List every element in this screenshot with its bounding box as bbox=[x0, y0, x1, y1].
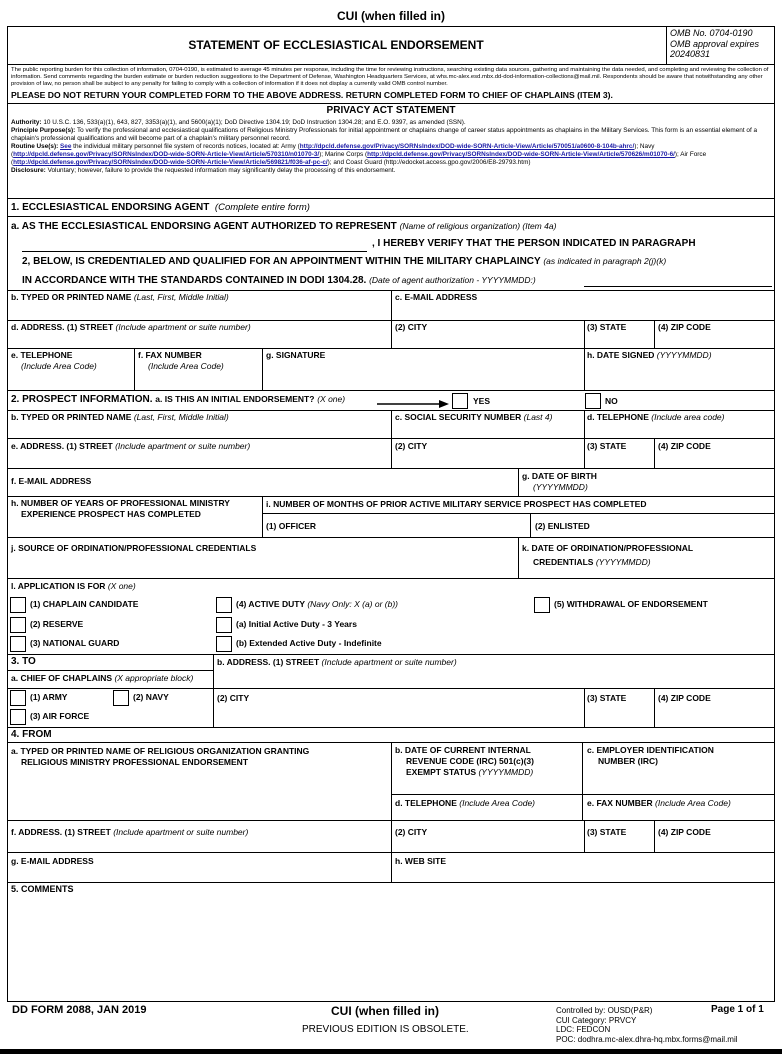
s2i-enlisted-label: (2) ENLISTED bbox=[535, 521, 590, 531]
s1-zip-label: (4) ZIP CODE bbox=[658, 322, 711, 332]
s4-city-label: (2) CITY bbox=[395, 827, 428, 837]
no-label: NO bbox=[605, 396, 618, 406]
s1f-label: f. FAX NUMBER (Include Area Code) bbox=[138, 350, 224, 371]
air-force-checkbox[interactable] bbox=[10, 709, 26, 725]
comments-area[interactable] bbox=[8, 898, 774, 1000]
s1a-label: a. AS THE ECCLESIASTICAL ENDORSING AGENT AUTHORIZED TO REPRESENT (Name of religious organization) (Item 4a) bbox=[11, 221, 557, 232]
s4e-label: e. FAX NUMBER (Include Area Code) bbox=[587, 798, 731, 808]
s3b-label: b. ADDRESS. (1) STREET (Include apartment or suite number) bbox=[217, 657, 457, 667]
arrow-icon bbox=[377, 396, 449, 406]
form-number: DD FORM 2088, JAN 2019 bbox=[12, 1004, 147, 1016]
s1d-label: d. ADDRESS. (1) STREET (Include apartment or suite number) bbox=[11, 322, 251, 332]
reserve-label: (2) RESERVE bbox=[30, 619, 84, 629]
s4-zip-label: (4) ZIP CODE bbox=[658, 827, 711, 837]
religious-org-input[interactable] bbox=[22, 251, 367, 252]
s2h-label: h. NUMBER OF YEARS OF PROFESSIONAL MINISTRY EXPERIENCE PROSPECT HAS COMPLETED bbox=[11, 498, 230, 519]
initial-active-duty-label: (a) Initial Active Duty - 3 Years bbox=[236, 619, 357, 629]
active-duty-label: (4) ACTIVE DUTY (Navy Only: X (a) or (b)) bbox=[236, 599, 399, 609]
agent-auth-date-input[interactable] bbox=[584, 286, 772, 287]
s2c-label: c. SOCIAL SECURITY NUMBER (Last 4) bbox=[395, 412, 553, 422]
s4a-label: a. TYPED OR PRINTED NAME OF RELIGIOUS ORGANIZATION GRANTING RELIGIOUS MINISTRY PROFESSIONAL ENDORSEMENT bbox=[11, 746, 310, 767]
privacy-heading: PRIVACY ACT STATEMENT bbox=[326, 105, 456, 116]
form-title: STATEMENT OF ECCLESIASTICAL ENDORSEMENT bbox=[188, 38, 484, 52]
extended-active-duty-label: (b) Extended Active Duty - Indefinite bbox=[236, 638, 382, 648]
af-sorn-link[interactable]: http://dpcld.defense.gov/Privacy/SORNsIndex/DOD-wide-SORN-Article-View/Article/569821/f036-af-pc-c/ bbox=[13, 159, 328, 166]
s2d-label: d. TELEPHONE (Include area code) bbox=[587, 412, 725, 422]
s3-zip-label: (4) ZIP CODE bbox=[658, 693, 711, 703]
cui-header: CUI (when filled in) bbox=[337, 9, 445, 23]
return-instruction: PLEASE DO NOT RETURN YOUR COMPLETED FORM TO THE ABOVE ADDRESS. RETURN COMPLETED FORM TO CHIEF OF CHAPLAINS (ITEM 3). bbox=[11, 90, 613, 100]
section4-heading: 4. FROM bbox=[11, 729, 52, 740]
control-block: Controlled by: OUSD(P&R) CUI Category: PRVCY LDC: FEDCON POC: dodhra.mc-alex.dhra-hq.mbx.forms@mail.mil bbox=[556, 1006, 738, 1044]
s2b-label: b. TYPED OR PRINTED NAME (Last, First, Middle Initial) bbox=[11, 412, 229, 422]
s2-zip-label: (4) ZIP CODE bbox=[658, 441, 711, 451]
verify-text: , I HEREBY VERIFY THAT THE PERSON INDICATED IN PARAGRAPH bbox=[372, 238, 696, 249]
s2g-label: g. DATE OF BIRTH (YYYYMMDD) bbox=[522, 471, 597, 492]
s3-city-label: (2) CITY bbox=[217, 693, 250, 703]
s3-state-label: (3) STATE bbox=[587, 693, 627, 703]
air-force-label: (3) AIR FORCE bbox=[30, 711, 90, 721]
burden-statement: The public reporting burden for this collection of information, 0704-0190, is estimated to average 45 minutes per response, including the time for reviewing instructions, searching existing data sources, gathering and maintaining the data needed, and completing and reviewing the collection of information. Send comments regarding the burden estimate or burden reduction suggestions to the Department of Defense, Washington Headquarters Services, at whs.mc-alex.esd.mbx.dd-dod-information-collections@mail.mil. Respondents should be aware that notwithstanding any other provision of law, no person shall be subject to any penalty for failing to comply with a collection of information if it does not display a currently valid OMB control number. bbox=[11, 67, 769, 88]
marine-sorn-link[interactable]: http://dpcld.defense.gov/Privacy/SORNsIndex/DOD-wide-SORN-Article-View/Article/570626/m01070-6/ bbox=[367, 151, 675, 158]
bottom-bar bbox=[0, 1049, 782, 1054]
chaplain-candidate-checkbox[interactable] bbox=[10, 597, 26, 613]
obsolete-note: PREVIOUS EDITION IS OBSOLETE. bbox=[302, 1024, 469, 1035]
chaplain-candidate-label: (1) CHAPLAIN CANDIDATE bbox=[30, 599, 139, 609]
s4-state-label: (3) STATE bbox=[587, 827, 627, 837]
s4c-label: c. EMPLOYER IDENTIFICATION NUMBER (IRC) bbox=[587, 745, 714, 766]
s4b-label: b. DATE OF CURRENT INTERNAL REVENUE CODE (IRC) 501(c)(3) EXEMPT STATUS (YYYYMMDD) bbox=[395, 745, 534, 777]
s1h-label: h. DATE SIGNED (YYYYMMDD) bbox=[587, 350, 712, 360]
active-duty-checkbox[interactable] bbox=[216, 597, 232, 613]
privacy-body: Authority: 10 U.S.C. 136, 533(a)(1), 643, 827, 3353(a)(1), and 5600(a)(1); DoD Directive 1304.19; DoD Instruction 1304.28; and E.O. 9397, as amended (SSN). Principle Purpose(s): To verify the professional and ecclesiastical qualifications of Religious Ministry Professionals for initial appointment or chaplains change of career status appointments as chaplains in the Military Services. This form is an essential element of a chaplain's professional qualifications and will become part of a chaplain's military personnel record. Routine Use(s): See the individual military personnel file system of records notices, located at: Army (http://dpcld.defense.gov/Privacy/SORNsIndex/DOD-wide-SORN-Article-View/Article/570051/a0600-8-104b-ahrc/); Navy (http://dpcld.defense.gov/Privacy/SORNsIndex/DOD-wide-SORN-Article-View/Article/570310/n01070-3/); Marine Corps (http://dpcld.defense.gov/Privacy/SORNsIndex/DOD-wide-SORN-Article-View/Article/570626/m01070-6/); Air Force (http://dpcld.defense.gov/Privacy/SORNsIndex/DOD-wide-SORN-Article-View/Article/569821/f036-af-pc-c/); and Coast Guard (http://edocket.access.gpo.gov/2006/E8-29793.htm) Disclosure: Voluntary; however, failure to provide the requested information may significantly delay the processing of this endorsement. bbox=[11, 119, 758, 174]
navy-checkbox[interactable] bbox=[113, 690, 129, 706]
page-number: Page 1 of 1 bbox=[711, 1004, 764, 1015]
initial-yes-checkbox[interactable] bbox=[452, 393, 468, 409]
s4f-label: f. ADDRESS. (1) STREET (Include apartment or suite number) bbox=[11, 827, 249, 837]
army-checkbox[interactable] bbox=[10, 690, 26, 706]
s2i-officer-label: (1) OFFICER bbox=[266, 521, 317, 531]
s1b-label: b. TYPED OR PRINTED NAME (Last, First, Middle Initial) bbox=[11, 292, 229, 302]
navy-label: (2) NAVY bbox=[133, 692, 169, 702]
s4d-label: d. TELEPHONE (Include Area Code) bbox=[395, 798, 536, 808]
extended-active-duty-checkbox[interactable] bbox=[216, 636, 232, 652]
section1-heading: 1. ECCLESIASTICAL ENDORSING AGENT (Complete entire form) bbox=[11, 202, 310, 213]
s2k-label: k. DATE OF ORDINATION/PROFESSIONAL CREDENTIALS (YYYYMMDD) bbox=[522, 543, 694, 567]
withdrawal-label: (5) WITHDRAWAL OF ENDORSEMENT bbox=[554, 599, 708, 609]
s4h-label: h. WEB SITE bbox=[395, 856, 446, 866]
army-sorn-link[interactable]: http://dpcld.defense.gov/Privacy/SORNsIndex/DOD-wide-SORN-Article-View/Article/570051/a0600-8-104b-ahrc/ bbox=[299, 143, 635, 150]
s2-state-label: (3) STATE bbox=[587, 441, 627, 451]
section3-heading: 3. TO bbox=[11, 656, 36, 667]
omb-block: OMB No. 0704-0190 OMB approval expires 20240831 bbox=[670, 28, 760, 59]
s2e-label: e. ADDRESS. (1) STREET (Include apartment or suite number) bbox=[11, 441, 251, 451]
s1-line2: 2, BELOW, IS CREDENTIALED AND QUALIFIED FOR AN APPOINTMENT WITHIN THE MILITARY CHAPLAINCY (as indicated in paragraph 2(j)(k) bbox=[22, 256, 667, 267]
yes-label: YES bbox=[473, 396, 491, 406]
s1-line3: IN ACCORDANCE WITH THE STANDARDS CONTAINED IN DODI 1304.28. (Date of agent authorization - YYYYMMDD:) bbox=[22, 275, 536, 286]
s1c-label: c. E-MAIL ADDRESS bbox=[395, 292, 478, 302]
s1e-label: e. TELEPHONE (Include Area Code) bbox=[11, 350, 97, 371]
national-guard-checkbox[interactable] bbox=[10, 636, 26, 652]
s2j-label: j. SOURCE OF ORDINATION/PROFESSIONAL CREDENTIALS bbox=[11, 543, 257, 553]
s3a-label: a. CHIEF OF CHAPLAINS (X appropriate block) bbox=[11, 673, 194, 683]
navy-sorn-link[interactable]: http://dpcld.defense.gov/Privacy/SORNsIndex/DOD-wide-SORN-Article-View/Article/570310/n01070-3/ bbox=[13, 151, 320, 158]
reserve-checkbox[interactable] bbox=[10, 617, 26, 633]
s1-state-label: (3) STATE bbox=[587, 322, 627, 332]
initial-active-duty-checkbox[interactable] bbox=[216, 617, 232, 633]
withdrawal-checkbox[interactable] bbox=[534, 597, 550, 613]
s2i-label: i. NUMBER OF MONTHS OF PRIOR ACTIVE MILITARY SERVICE PROSPECT HAS COMPLETED bbox=[266, 499, 647, 509]
cui-footer: CUI (when filled in) bbox=[331, 1004, 439, 1018]
s1-city-label: (2) CITY bbox=[395, 322, 428, 332]
s1g-label: g. SIGNATURE bbox=[266, 350, 326, 360]
s2l-label: l. APPLICATION IS FOR (X one) bbox=[11, 581, 136, 591]
s4g-label: g. E-MAIL ADDRESS bbox=[11, 856, 94, 866]
national-guard-label: (3) NATIONAL GUARD bbox=[30, 638, 120, 648]
see-link[interactable]: See bbox=[60, 143, 72, 150]
army-label: (1) ARMY bbox=[30, 692, 68, 702]
section2-heading: 2. PROSPECT INFORMATION. a. IS THIS AN INITIAL ENDORSEMENT? (X one) bbox=[11, 394, 346, 405]
s2f-label: f. E-MAIL ADDRESS bbox=[11, 476, 92, 486]
s2-city-label: (2) CITY bbox=[395, 441, 428, 451]
section5-heading: 5. COMMENTS bbox=[11, 884, 74, 894]
initial-no-checkbox[interactable] bbox=[585, 393, 601, 409]
